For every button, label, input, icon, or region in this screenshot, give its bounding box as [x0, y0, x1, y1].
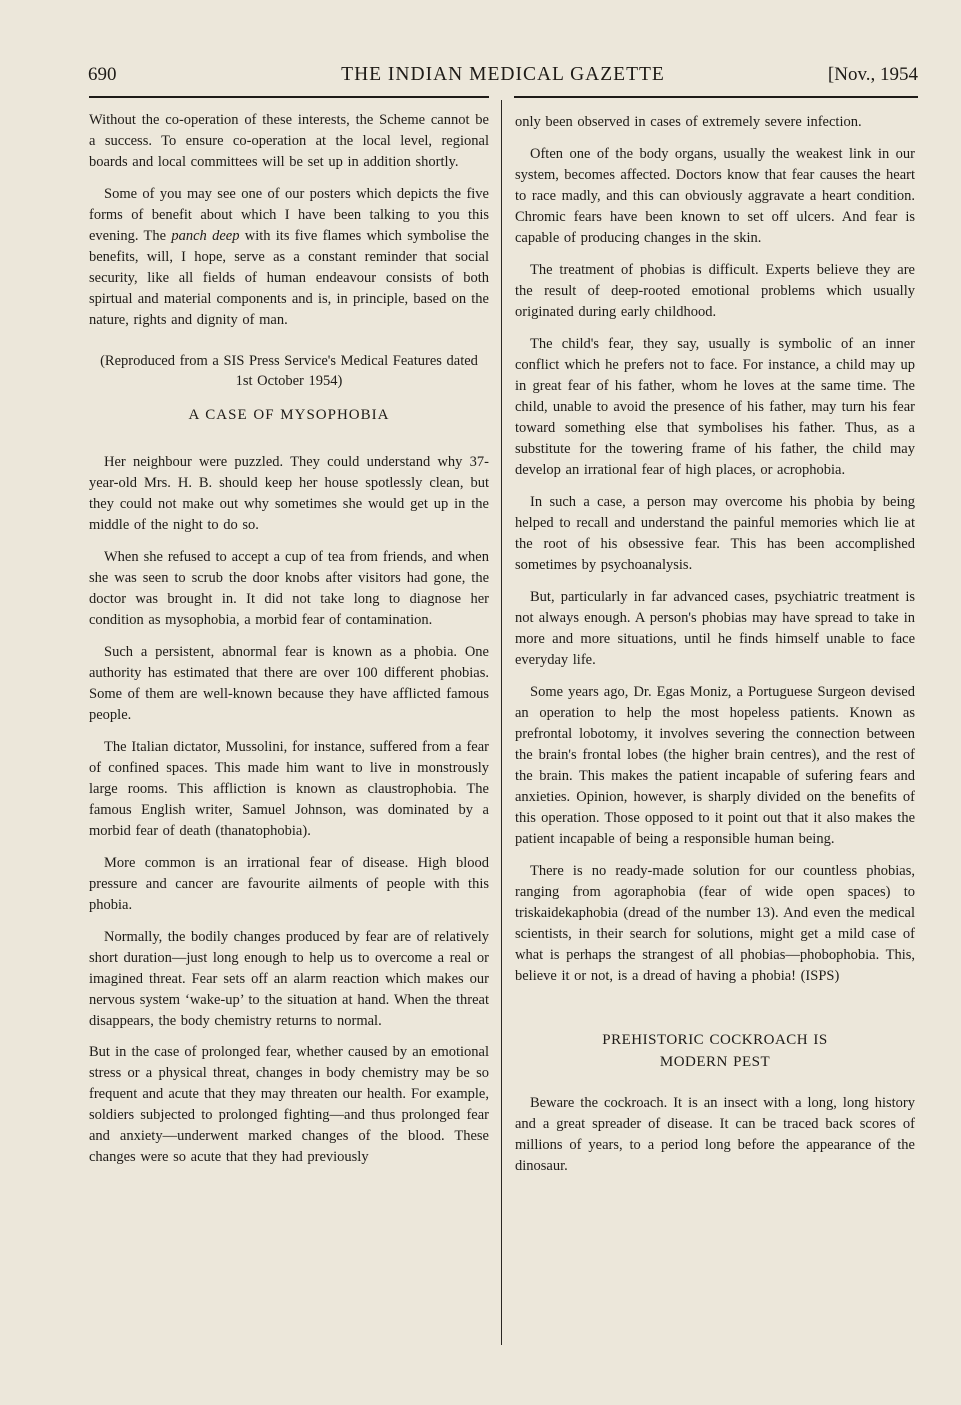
- paragraph: Normally, the bodily changes produced by fear are of relatively short duration—just long enough to help us to overcome a real or imagined threat. Fear sets off an alarm reaction which makes our nervous system ‘wake-up’ to the situation at hand. When the threat disappears, the body chemistry returns to normal.: [89, 929, 489, 1029]
- article-title: [515, 1029, 915, 1073]
- page-header: [88, 64, 918, 90]
- header-rule-left: [89, 96, 489, 98]
- page-number: 690: [88, 64, 117, 85]
- paragraph: But, particularly in far advanced cases, psychiatric treatment is not always enough. A person's phobias may have spread to take in more and more situations, until he finds himself unable to face everyday life.: [515, 589, 915, 668]
- paragraph: In such a case, a person may overcome his phobia by being helped to recall and understand the painful memories which lie at the root of his obsessive fear. This has been accomplished sometimes by psychoanalysis.: [515, 494, 915, 573]
- journal-title: THE INDIAN MEDICAL GAZETTE: [341, 64, 665, 85]
- paragraph: Beware the cockroach. It is an insect with a long, long history and a great spreader of disease. It can be traced back scores of millions of years, to a period long before the appearance of the dinosaur.: [515, 1095, 915, 1174]
- paragraph: But in the case of prolonged fear, whether caused by an emotional stress or a physical threat, changes in body chemistry may be so frequent and acute that they may threaten our health. For example, soldiers subjected to prolonged fighting—and thus prolonged fear and anxiety—underwent marked changes of the blood. These changes were so acute that they had previously: [89, 1044, 489, 1165]
- paragraph: The Italian dictator, Mussolini, for instance, suffered from a fear of confined spaces. This made him want to live in monstrously large rooms. This affliction is known as claustrophobia. The famous English writer, Samuel Johnson, was dominated by a morbid fear of death (thanatophobia).: [89, 739, 489, 839]
- paragraph: only been observed in cases of extremely severe infection.: [515, 114, 862, 130]
- paragraph: Her neighbour were puzzled. They could understand why 37-year-old Mrs. H. B. should keep her house spotlessly clean, but they could not make out why sometimes she would get up in the middle of the night to do so.: [89, 454, 489, 533]
- italic-term: panch deep: [171, 228, 240, 244]
- article-title-line: MODERN PEST: [659, 1054, 771, 1070]
- left-column: [89, 110, 489, 1168]
- issue-date: [Nov., 1954: [827, 64, 918, 85]
- right-column: [515, 112, 915, 1188]
- paragraph: The child's fear, they say, usually is symbolic of an inner conflict which he prefers not to face. For instance, a child may up in great fear of his father, whom he loves at the same time. The child, unable to avoid the presence of his father, may turn his fear toward something else that symbolises his father. Thus, as a substitute for the towering frame of his father, the child may develop an irrational fear of high places, or acrophobia.: [515, 336, 915, 478]
- paragraph: More common is an irrational fear of disease. High blood pressure and cancer are favourite ailments of people with this phobia.: [89, 855, 489, 913]
- paragraph: When she refused to accept a cup of tea from friends, and when she was seen to scrub the door knobs after visitors had gone, the doctor was brought in. It did not take long to diagnose her condition as mysophobia, a morbid fear of contamination.: [89, 549, 489, 628]
- paragraph: Without the co-operation of these interests, the Scheme cannot be a success. To ensure co-operation at the local level, regional boards and local committees will be set up in addition shortly.: [89, 112, 489, 170]
- article-title: A CASE OF MYSOPHOBIA: [188, 407, 390, 423]
- paragraph: Some years ago, Dr. Egas Moniz, a Portuguese Surgeon devised an operation to help the most hopeless patients. Known as prefrontal lobotomy, it involves severing the connection between the brain's frontal lobes (the higher brain centres), and the rest of the brain. This makes the patient incapable of sufering fears and anxieties. Opinion, however, is sharply divided on the benefits of this operation. Those opposed to it point out that it also makes the patient incapable of being a responsible human being.: [515, 684, 915, 847]
- paragraph: There is no ready-made solution for our countless phobias, ranging from agoraphobia (fear of wide open spaces) to triskaidekaphobia (dread of the number 13). And even the medical scientists, in their search for solutions, might get a mild case of what is perhaps the strangest of all phobias—phobophobia. This, believe it or not, is a dread of having a phobia! (ISPS): [515, 863, 915, 984]
- header-rule-right: [514, 96, 918, 98]
- paragraph: [89, 184, 489, 331]
- article-title-line: PREHISTORIC COCKROACH IS: [602, 1032, 828, 1048]
- paragraph: Often one of the body organs, usually the weakest link in our system, becomes affected. Doctors know that fear causes the heart to race madly, and this can obviously aggravate a heart condition. Chromic fears have been known to set off ulcers. And fear is capable of producing changes in the skin.: [515, 146, 915, 246]
- source-note: (Reproduced from a SIS Press Service's Medical Features dated 1st October 1954): [100, 353, 478, 389]
- paragraph-text: Some of you may see one of our posters which depicts the five forms of benefit about which I have been talking to you this evening. The: [89, 186, 489, 244]
- paragraph-text: with its five flames which symbolise the benefits, will, I hope, serve as a constant reminder that social security, like all fields of human endeavour consists of both spirtual and material components and is, in principle, based on the nature, rights and dignity of man.: [89, 228, 489, 328]
- column-divider: [501, 100, 502, 1345]
- paragraph: Such a persistent, abnormal fear is known as a phobia. One authority has estimated that there are over 100 different phobias. Some of them are well-known because they have afflicted famous people.: [89, 644, 489, 723]
- paragraph: The treatment of phobias is difficult. Experts believe they are the result of deep-rooted emotional problems which usually originated during early childhood.: [515, 262, 915, 320]
